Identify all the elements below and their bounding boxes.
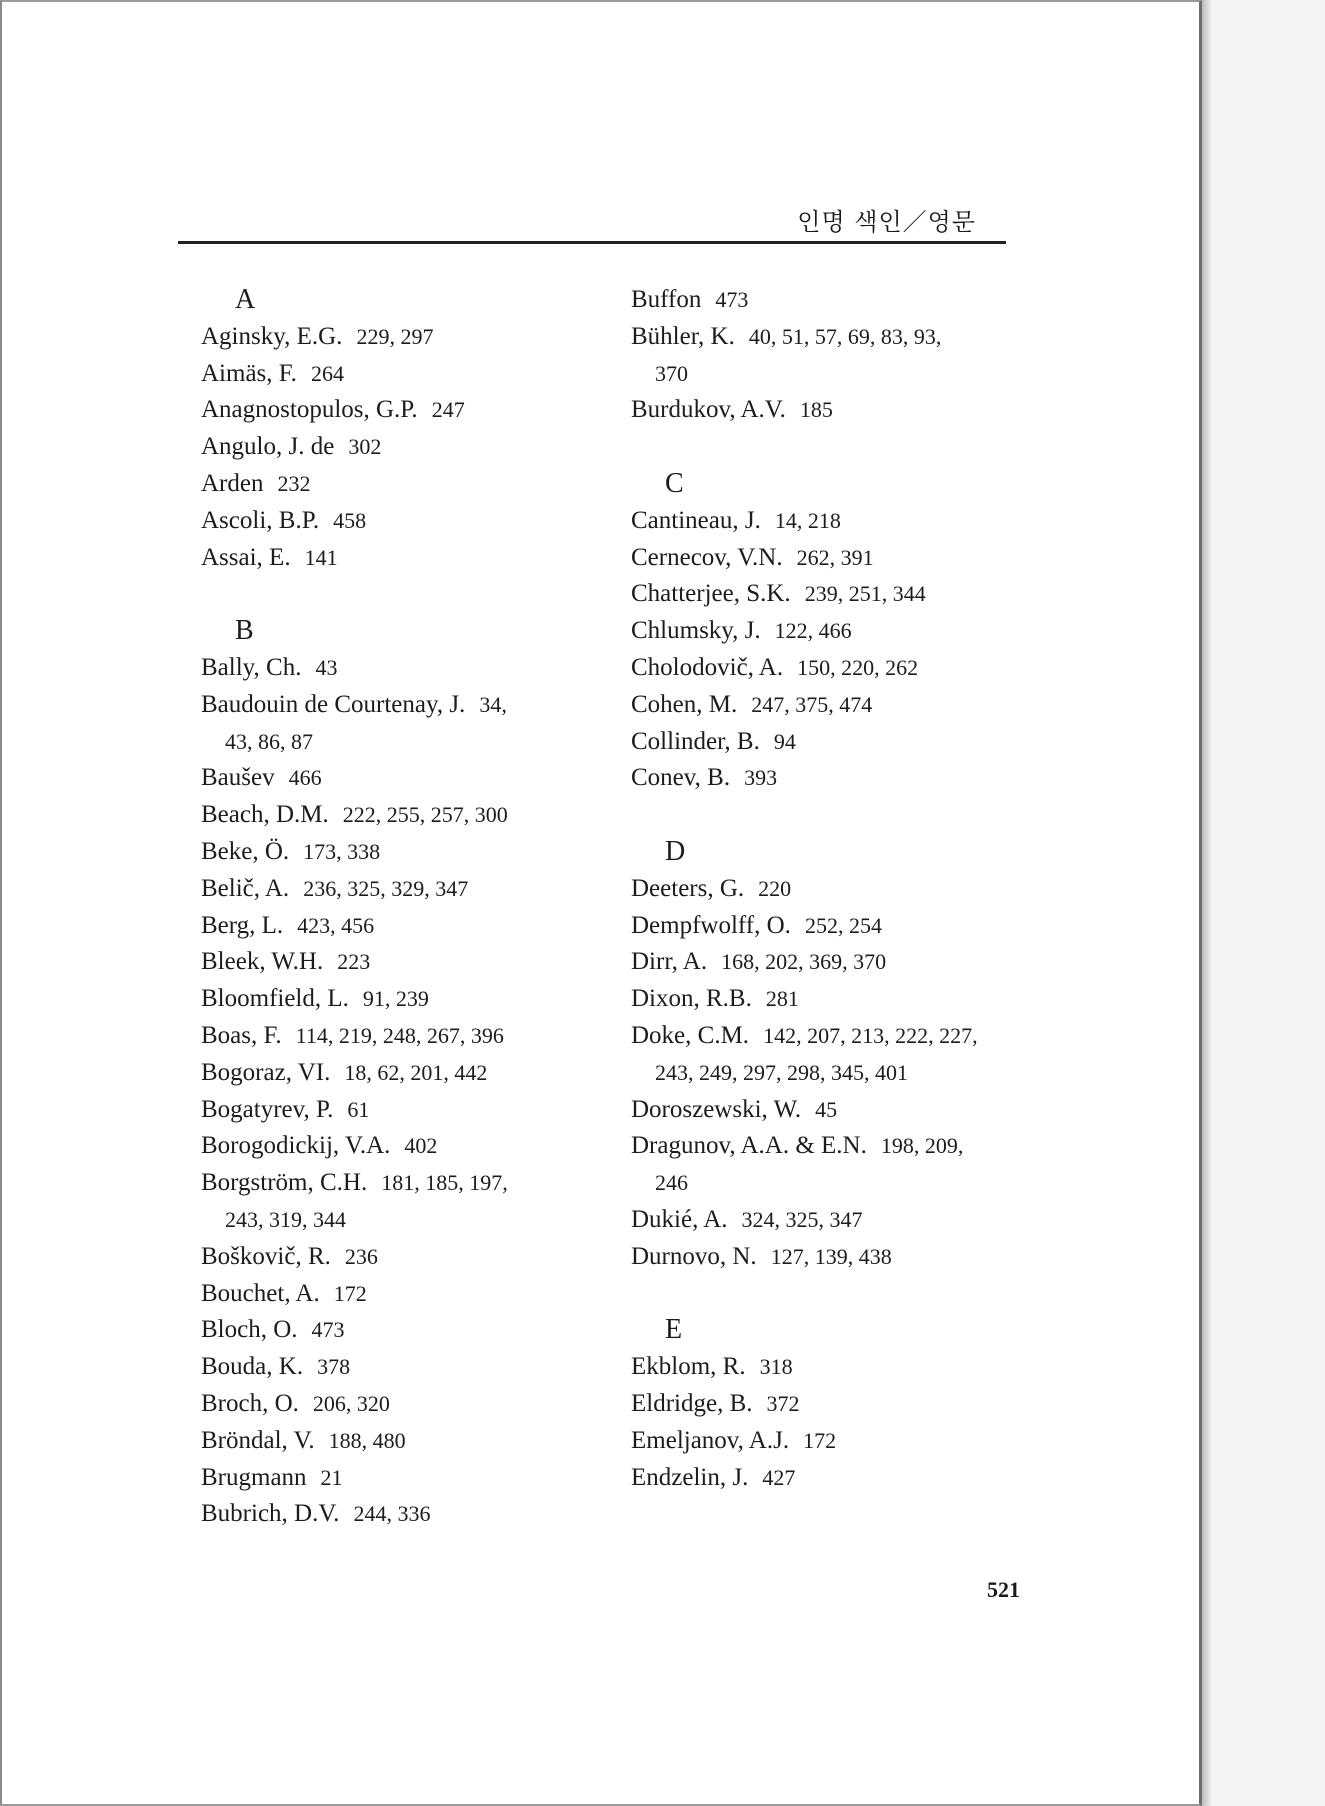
entry-pages: 14, 218 [774,507,841,533]
entry-pages: 172 [333,1280,367,1306]
index-entry [201,1349,611,1386]
entry-pages: 122, 466 [774,618,852,644]
entry-pages: 458 [333,507,367,533]
entry-pages: 168, 202, 369, 370 [721,949,887,975]
index-entry [201,1312,611,1349]
entry-pages: 372 [766,1390,800,1416]
index-entry [631,944,1041,981]
index-entry [631,1092,1041,1129]
entry-pages: 127, 139, 438 [770,1243,892,1269]
entry-name: Cohen, M. [631,690,738,718]
entry-name: Buffon [631,286,702,313]
entry-pages: 222, 255, 257, 300 [342,802,508,828]
entry-pages: 45 [815,1096,838,1122]
entry-name: Bouchet, A. [201,1279,320,1307]
entry-name: Collinder, B. [631,727,760,755]
entry-pages: 40, 51, 57, 69, 83, 93, [748,323,942,349]
index-entry [201,981,611,1018]
entry-name: Borogodickij, V.A. [201,1132,391,1160]
entry-pages: 181, 185, 197, [381,1170,508,1196]
index-entry [201,1165,611,1202]
entry-name: Dempfwolff, O. [631,911,791,939]
index-entry [201,1128,611,1165]
entry-name: Bloch, O. [201,1316,298,1344]
entry-name: Baušev [201,764,275,792]
index-entry [201,540,611,577]
entry-name: Cantineau, J. [631,506,761,534]
entry-pages: 21 [320,1464,343,1490]
index-entry-continuation [631,1165,1041,1202]
entry-pages: 173, 338 [303,838,381,864]
entry-name: Belič, A. [201,874,290,902]
entry-pages: 244, 336 [353,1501,431,1527]
index-entry [201,466,611,503]
header-rule [178,241,1006,244]
index-entry [631,1128,1041,1165]
section-gap [631,429,1041,466]
entry-name: Dukié, A. [631,1205,728,1233]
entry-pages: 262, 391 [796,544,874,570]
section-gap [201,576,611,613]
index-entry [201,1092,611,1129]
index-entry [631,908,1041,945]
entry-pages: 402 [404,1133,438,1159]
entry-name: Anagnostopulos, G.P. [201,396,418,424]
entry-name: Beach, D.M. [201,801,329,829]
page-edge-shadow [1202,0,1211,1806]
entry-name: Doke, C.M. [631,1021,750,1049]
section-letter: D [665,835,686,867]
entry-name: Brugmann [201,1463,307,1491]
index-entry [631,1460,1041,1497]
entry-name: Baudouin de Courtenay, J. [201,690,466,718]
entry-name: Broch, O. [201,1389,299,1417]
entry-name: Boas, F. [201,1021,282,1049]
section-gap [631,1276,1041,1313]
entry-pages: 236 [344,1243,378,1269]
entry-pages: 370 [655,360,688,386]
entry-name: Angulo, J. de [201,433,335,461]
entry-pages: 378 [317,1354,351,1380]
entry-pages: 281 [765,986,799,1012]
entry-name: Arden [201,469,264,497]
index-entry [631,1018,1041,1055]
entry-name: Aimäs, F. [201,359,297,387]
entry-name: Endzelin, J. [631,1463,749,1491]
entry-pages: 172 [803,1427,837,1453]
entry-pages: 423, 456 [297,912,375,938]
entry-name: Bally, Ch. [201,653,302,681]
index-entry [201,834,611,871]
entry-name: Assai, E. [201,543,291,571]
entry-name: Deeters, G. [631,874,745,902]
entry-pages: 114, 219, 248, 267, 396 [295,1022,504,1048]
entry-name: Cholodovič, A. [631,653,784,681]
entry-name: Bogatyrev, P. [201,1095,334,1123]
entry-name: Ekblom, R. [631,1353,746,1381]
entry-name: Burdukov, A.V. [631,396,786,424]
entry-pages: 185 [799,397,833,423]
section-letter: E [665,1314,683,1346]
entry-name: Aginsky, E.G. [201,322,343,350]
entry-pages: 18, 62, 201, 442 [344,1059,488,1085]
entry-name: Bröndal, V. [201,1426,315,1454]
index-entry [631,724,1041,761]
index-entry [201,1423,611,1460]
index-entry [201,687,611,724]
index-entry [631,981,1041,1018]
entry-pages: 43 [315,654,338,680]
index-entry [201,1460,611,1497]
entry-pages: 43, 86, 87 [225,728,313,754]
index-entry [201,1239,611,1276]
entry-pages: 252, 254 [804,912,882,938]
entry-name: Berg, L. [201,911,284,939]
index-entry [201,871,611,908]
index-entry [631,319,1041,356]
entry-pages: 473 [311,1317,345,1343]
entry-pages: 246 [655,1170,688,1196]
entry-pages: 302 [348,434,382,460]
entry-name: Chatterjee, S.K. [631,580,791,608]
index-entry [201,797,611,834]
index-column-right [631,282,1041,1496]
index-entry [631,1349,1041,1386]
entry-pages: 91, 239 [362,986,429,1012]
entry-pages: 247 [431,397,465,423]
entry-name: Bleek, W.H. [201,948,324,976]
entry-pages: 150, 220, 262 [797,654,919,680]
entry-name: Chlumsky, J. [631,617,761,645]
index-entry [631,650,1041,687]
index-entry [201,760,611,797]
index-entry-continuation [631,1055,1041,1092]
index-entry [201,1055,611,1092]
section-gap [631,797,1041,834]
index-entry [201,356,611,393]
entry-name: Conev, B. [631,764,731,792]
entry-pages: 61 [347,1096,370,1122]
index-entry [631,392,1041,429]
entry-name: Beke, Ö. [201,837,290,865]
index-entry [631,503,1041,540]
entry-pages: 243, 319, 344 [225,1206,346,1232]
index-entry [201,944,611,981]
entry-name: Emeljanov, A.J. [631,1426,790,1454]
entry-pages: 229, 297 [356,323,434,349]
entry-pages: 142, 207, 213, 222, 227, [763,1022,978,1048]
running-header: 인명 색인／영문 [797,208,976,236]
entry-name: Ascoli, B.P. [201,506,320,534]
entry-pages: 393 [744,765,778,791]
index-entry [631,1423,1041,1460]
entry-name: Bloomfield, L. [201,985,349,1013]
index-entry [631,871,1041,908]
entry-pages: 223 [337,949,371,975]
entry-pages: 141 [304,544,338,570]
entry-pages: 236, 325, 329, 347 [303,875,469,901]
entry-pages: 94 [773,728,796,754]
entry-pages: 324, 325, 347 [741,1206,863,1232]
entry-pages: 34, [479,691,507,717]
index-entry [631,1239,1041,1276]
entry-name: Bubrich, D.V. [201,1500,340,1528]
index-entry [631,576,1041,613]
entry-pages: 232 [277,470,311,496]
index-entry [201,503,611,540]
entry-pages: 220 [758,875,792,901]
entry-name: Boškovič, R. [201,1242,331,1270]
index-entry [201,1276,611,1313]
index-entry-continuation [201,1202,611,1239]
entry-pages: 206, 320 [312,1390,390,1416]
entry-pages: 427 [762,1464,796,1490]
entry-pages: 466 [288,765,322,791]
section-letter: C [665,467,684,499]
page-number: 521 [987,1577,1020,1602]
entry-pages: 198, 209, [880,1133,964,1159]
index-entry [631,687,1041,724]
entry-name: Dirr, A. [631,948,708,976]
index-entry [631,760,1041,797]
index-entry-continuation [201,724,611,761]
entry-name: Eldridge, B. [631,1389,753,1417]
entry-pages: 318 [759,1354,793,1380]
entry-name: Cernecov, V.N. [631,543,783,571]
index-entry [631,282,1041,319]
entry-name: Bogoraz, VI. [201,1058,331,1086]
index-entry [201,392,611,429]
section-letter: A [235,284,256,315]
index-entry [201,1386,611,1423]
index-entry-continuation [631,356,1041,393]
entry-pages: 239, 251, 344 [804,581,926,607]
entry-pages: 247, 375, 474 [751,691,873,717]
entry-pages: 243, 249, 297, 298, 345, 401 [655,1059,908,1085]
index-column-left [201,282,611,1533]
index-entry [201,908,611,945]
entry-pages: 473 [715,287,749,312]
entry-name: Dixon, R.B. [631,985,752,1013]
entry-name: Borgström, C.H. [201,1169,368,1197]
entry-name: Bühler, K. [631,322,735,350]
entry-pages: 188, 480 [328,1427,406,1453]
entry-name: Dragunov, A.A. & E.N. [631,1132,867,1160]
index-entry [631,613,1041,650]
index-entry [201,650,611,687]
entry-pages: 264 [310,360,344,386]
index-entry [201,319,611,356]
index-entry [201,1496,611,1533]
section-letter: B [235,615,254,647]
index-entry [631,1202,1041,1239]
index-entry [631,1386,1041,1423]
entry-name: Doroszewski, W. [631,1095,802,1123]
index-entry [631,540,1041,577]
entry-name: Durnovo, N. [631,1242,757,1270]
index-entry [201,1018,611,1055]
entry-name: Bouda, K. [201,1353,304,1381]
index-entry [201,429,611,466]
